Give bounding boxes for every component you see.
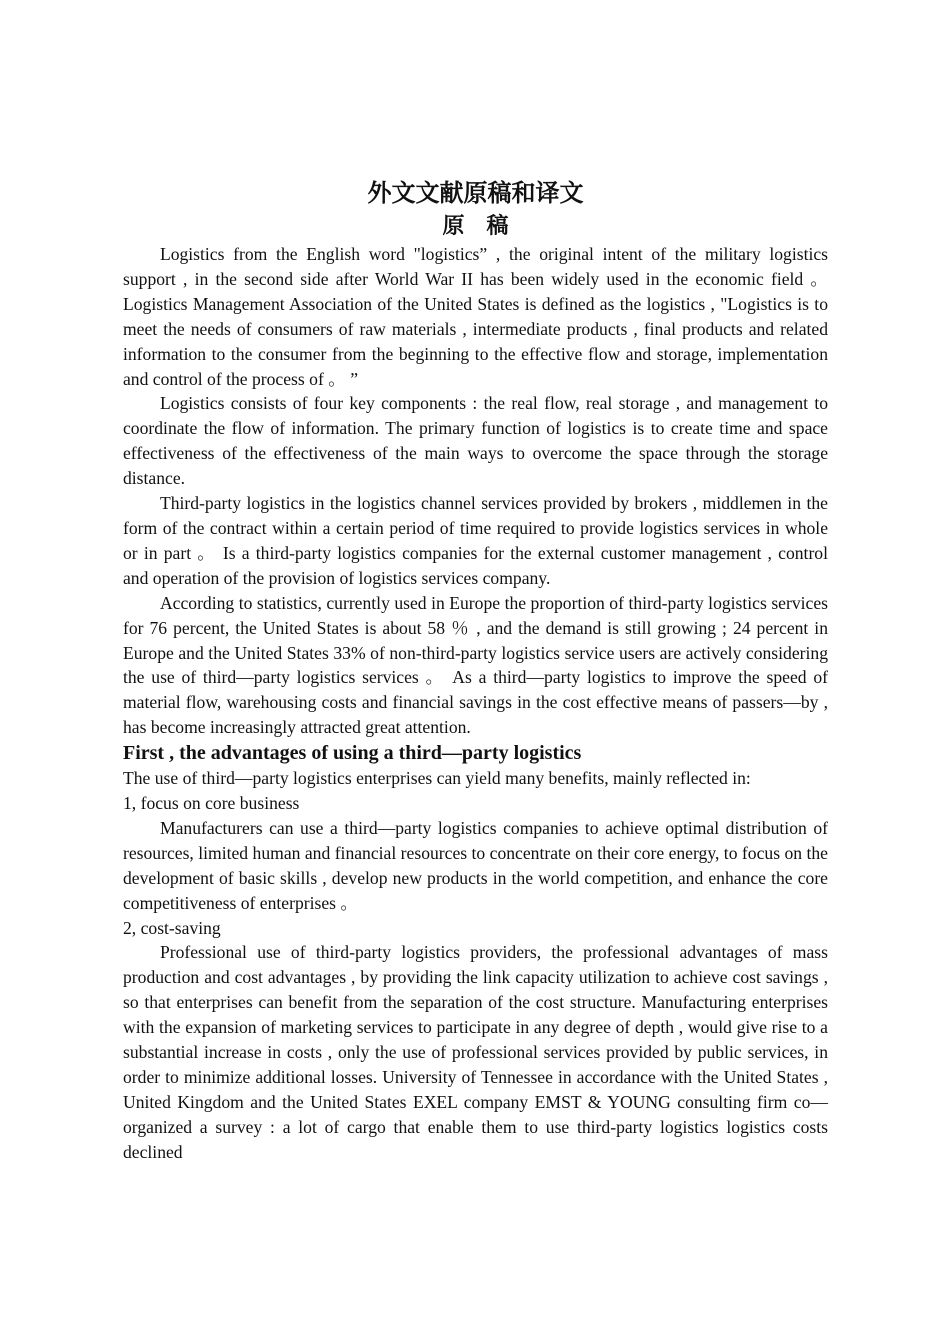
point-1-title: 1, focus on core business [123, 793, 300, 814]
point-2-title: 2, cost-saving [123, 917, 221, 938]
document-subtitle: 原 稿 [442, 214, 509, 239]
paragraph-1: Logistics from the English word "logistics” , the original intent of the military logistics support , in the second side after World War II has been widely used in the economic field 。 Logistics Management Association of the United States is defined as the logistics , "Logistics is to meet the needs of consumers of raw materials , intermediate products , final products and related information to the consumer from the beginning to the effective flow and storage, implementation and control of the process of 。 ” [123, 244, 828, 389]
document-title: 外文文献原稿和译文 [367, 179, 584, 207]
point-1-text: Manufacturers can use a third—party logistics companies to achieve optimal distribution of resources, limited human and financial resources to concentrate on their core energy, to focus on the development of basic skills , develop new products in the world competition, and enhance the core competitiveness of enterprises 。 [123, 817, 828, 913]
section-heading: First , the advantages of using a third—party logistics [123, 742, 582, 765]
paragraph-2: Logistics consists of four key components : the real flow, real storage , and management to coordinate the flow of information. The primary function of logistics is to create time and space effectiveness of the effectiveness of the main ways to overcome the space through the storage distance. [123, 393, 828, 489]
paragraph-3: Third-party logistics in the logistics channel services provided by brokers , middlemen in the form of the contract within a certain period of time required to provide logistics services in whole or in part 。 Is a third-party logistics companies for the external customer management , control and operation of the provision of logistics services company. [123, 493, 828, 588]
document-page [123, 176, 828, 1165]
point-2-text: Professional use of third-party logistics providers, the professional advantages of mass production and cost advantages , by providing the link capacity utilization to achieve cost savings , so that enterprises can benefit from the separation of the cost structure. Manufacturing enterprises with the expansion of marketing services to participate in any degree of depth , would give rise to a substantial increase in costs , only the use of professional services provided by public services, in order to minimize additional losses. University of Tennessee in accordance with the United States , United Kingdom and the United States EXEL company EMST & YOUNG consulting firm co—organized a survey : a lot of cargo that enable them to use third-party logistics logistics costs declined [123, 942, 828, 1162]
paragraph-4: According to statistics, currently used in Europe the proportion of third-party logistics services for 76 percent, the United States is about 58 ％ , and the demand is still growing ; 24 percent in Europe and the United States 33% of non-third-party logistics service users are actively considering the use of third—party logistics services 。 As a third—party logistics to improve the speed of material flow, warehousing costs and financial savings in the cost effective means of passers—by , has become increasingly attracted great attention. [123, 592, 828, 738]
section-intro: The use of third—party logistics enterprises can yield many benefits, mainly reflected in: [123, 768, 751, 789]
